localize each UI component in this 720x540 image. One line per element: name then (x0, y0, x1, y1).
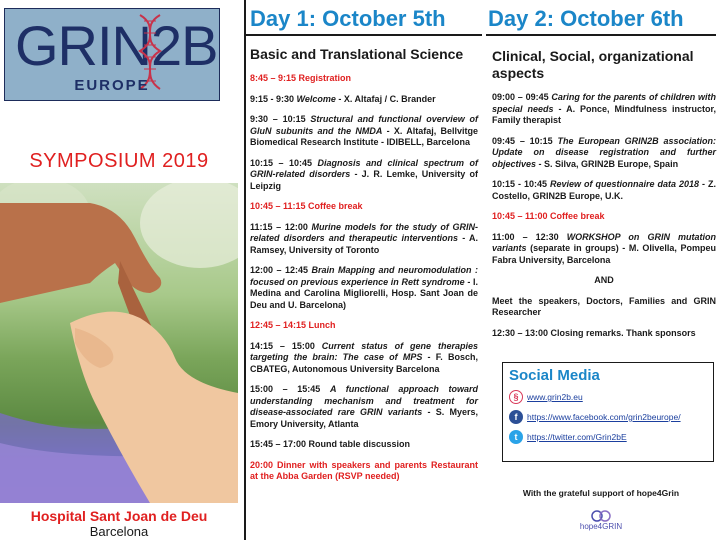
item-speaker: - I. Medina and Carolina Migliorelli, Hosp. Sant Joan de Deu and U. Barcelona) (250, 276, 478, 310)
item-title: Caring for the parents of children with special needs (492, 92, 716, 114)
item-speaker: - J. R. Lemke, University of Leipzig (250, 169, 478, 191)
item-time: 9:15 - 9:30 (250, 93, 297, 104)
day2-schedule-item: 10:45 – 11:00 Coffee break (492, 211, 605, 221)
item-speaker: - F. Bosch, CBATEG, Autonomous University Barcelona (250, 352, 478, 374)
item-title: A functional approach toward understanding mechanism and treatment for disease-associated rare GRIN variants (250, 384, 478, 417)
social-link-website[interactable] (509, 390, 707, 404)
item-speaker: - X. Altafaj, Bellvitge Biomedical Research Institute - IDIBELL, Barcelona (250, 125, 478, 147)
item-speaker: - Z. Costello, GRIN2B Europe, U.K. (492, 179, 716, 201)
hope4grin-logo (566, 510, 636, 538)
logo-main-text: GRIN2B (15, 14, 218, 77)
website-link[interactable]: www.grin2b.eu (527, 392, 583, 402)
day1-schedule-item: 8:45 – 9:15 Registration (250, 73, 352, 83)
day2-title: Day 2: October 6th (488, 6, 684, 31)
item-time: 9:30 – 10:15 (250, 114, 311, 124)
item-title: Review of questionnaire data 2018 (550, 179, 700, 189)
city-name: Barcelona (89, 524, 149, 539)
item-speaker: - A. Ramsey, University of Toronto (250, 233, 478, 255)
social-link-facebook[interactable] (509, 410, 707, 424)
item-title: Murine models for the study of GRIN-related disorders and therapeutic interventions (250, 221, 478, 243)
day1-schedule-item: 10:45 – 11:15 Coffee break (250, 201, 363, 211)
hands-illustration (0, 183, 238, 503)
item-title: Current status of gene therapies targeting the brain: The case of MPS (250, 340, 478, 362)
day2-schedule-item: 12:30 – 13:00 Closing remarks. Thank sponsors (492, 327, 696, 338)
item-time: 09:00 – 09:45 (492, 92, 552, 102)
day1-title: Day 1: October 5th (250, 6, 446, 31)
day1-schedule-item (250, 384, 482, 430)
item-time: 12:00 – 12:45 (250, 265, 312, 275)
item-title: Diagnosis and clinical spectrum of GRIN-related disorders (250, 157, 478, 179)
left-panel (0, 0, 238, 540)
day1-section-title: Basic and Translational Science (250, 46, 464, 62)
facebook-icon: f (509, 410, 523, 424)
grin2b-europe-logo (4, 8, 220, 101)
social-media-title: Social Media (509, 367, 600, 384)
day2-section-title: Clinical, Social, organizational aspects (492, 48, 694, 81)
item-title: Structural and functional overview of GluN subunits and the NMDA (250, 114, 478, 136)
day2-schedule-item (492, 179, 716, 202)
item-title: Brain Mapping and neuromodulation : focused on previous experience in Rett syndrome (250, 265, 478, 287)
hope4grin-text: hope4GRIN (579, 522, 623, 531)
item-time: 15:00 – 15:45 (250, 384, 330, 394)
hospital-name: Hospital Sant Joan de Deu (30, 508, 208, 524)
support-text: With the grateful support of hope4Grin (522, 488, 680, 498)
day1-schedule-item (250, 265, 482, 311)
day2-schedule-item: AND (594, 275, 614, 285)
day1-schedule-item: 12:45 – 14:15 Lunch (250, 320, 336, 330)
day2-schedule (492, 92, 716, 339)
item-speaker: - S. Myers, Emory University, Atlanta (250, 407, 478, 429)
day2-column (486, 0, 716, 348)
day1-schedule-item (250, 114, 482, 149)
item-time: 10:15 – 10:45 (250, 157, 318, 168)
item-speaker: (separate in groups) - M. Olivella, Pompeu Fabra University, Barcelona (492, 243, 716, 265)
item-time: 14:15 – 15:00 (250, 340, 322, 351)
facebook-link[interactable]: https://www.facebook.com/grin2beurope/ (527, 412, 681, 422)
item-speaker: - S. Silva, GRIN2B Europe, Spain (536, 158, 679, 169)
day1-schedule (250, 73, 482, 483)
day2-schedule-item (492, 232, 716, 267)
day1-column (244, 0, 482, 492)
item-speaker: - X. Altafaj / C. Brander (335, 93, 436, 104)
hope4grin-mark-icon (589, 510, 613, 522)
item-time: 10:15 - 10:45 (492, 179, 550, 189)
logo-sub-text: EUROPE (74, 77, 150, 94)
item-title: The European GRIN2B association: Update on disease registration and further objectives (492, 135, 717, 169)
item-time: 11:15 – 12:00 (250, 221, 312, 232)
item-time: 11:00 – 12:30 (492, 231, 567, 242)
item-title: Welcome (296, 93, 336, 104)
day2-schedule-item: Meet the speakers, Doctors, Families and GRIN Researcher (492, 295, 716, 317)
symposium-title: SYMPOSIUM 2019 (29, 150, 209, 172)
item-title: WORKSHOP on GRIN mutation variants (492, 231, 716, 253)
day1-rule (244, 34, 482, 36)
day1-schedule-item: 20:00 Dinner with speakers and parents Restaurant at the Abba Garden (RSVP needed) (250, 459, 478, 481)
hands-photo (0, 183, 238, 503)
day1-schedule-item (250, 341, 482, 376)
dna-icon: § (509, 390, 523, 404)
day1-schedule-item (250, 222, 482, 257)
day2-rule (486, 34, 716, 36)
day2-schedule-item (492, 136, 716, 171)
day2-schedule-item (492, 92, 716, 127)
day1-schedule-item: 15:45 – 17:00 Round table discussion (250, 439, 411, 449)
social-media-box (502, 362, 714, 462)
day1-schedule-item (250, 94, 482, 106)
item-speaker: - A. Ponce, Mindfulness instructor, Family therapist (492, 103, 716, 125)
day1-schedule-item (250, 158, 482, 193)
social-link-twitter[interactable] (509, 430, 707, 444)
twitter-icon: t (509, 430, 523, 444)
item-time: 09:45 – 10:15 (492, 135, 558, 146)
twitter-link[interactable]: https://twitter.com/Grin2bE (527, 432, 627, 442)
